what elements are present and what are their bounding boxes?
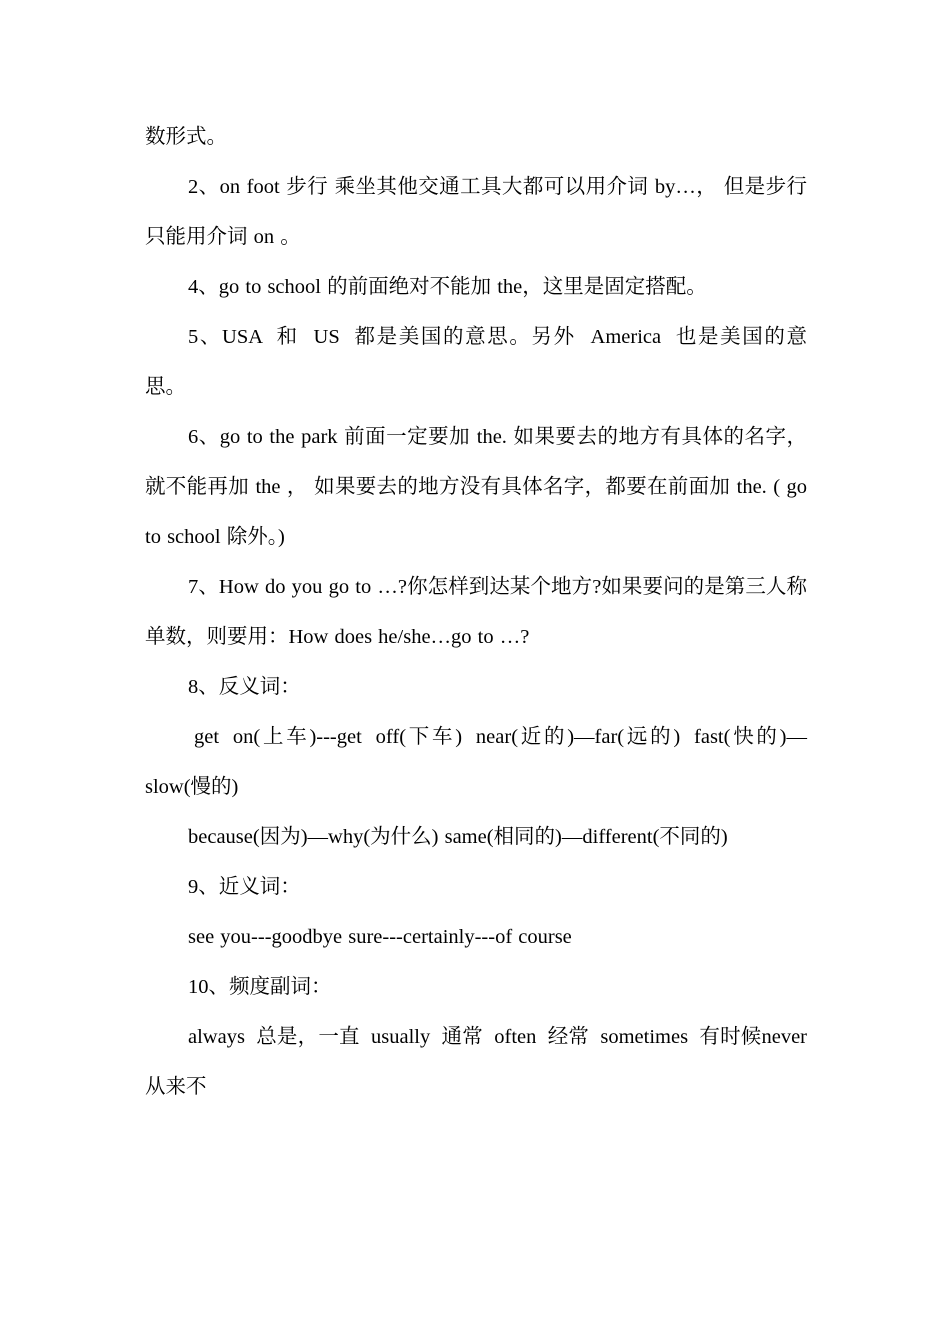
antonym-list-line-1: get on(上车)---get off(下车) near(近的)—far(远的) fast(快的)—slow(慢的) — [145, 726, 807, 798]
paragraph-item-2-on-foot: 2、on foot 步行 乘坐其他交通工具大都可以用介词 by…， 但是步行只能用介词 on 。 — [145, 176, 807, 248]
antonym-list-line-2: because(因为)—why(为什么) same(相同的)—different(不同的) — [188, 826, 728, 848]
section-heading-synonyms: 9、近义词： — [188, 876, 301, 898]
paragraph-item-7-how-do-you-go: 7、How do you go to …?你怎样到达某个地方?如果要问的是第三人称单数，则要用：How does he/she…go to …? — [145, 576, 807, 648]
section-heading-frequency-adverbs: 10、频度副词： — [188, 976, 332, 998]
section-heading-antonyms: 8、反义词： — [188, 676, 301, 698]
synonym-list: see you---goodbye sure---certainly---of course — [188, 926, 572, 948]
paragraph-item-6-go-to-the-park: 6、go to the park 前面一定要加 the. 如果要去的地方有具体的名字，就不能再加 the ， 如果要去的地方没有具体名字，都要在前面加 the. ( go to school 除外。) — [145, 426, 807, 548]
paragraph-item-5-usa: 5、USA 和 US 都是美国的意思。另外 America 也是美国的意思。 — [145, 326, 807, 398]
document-body — [145, 112, 807, 1112]
frequency-adverb-list: always 总是，一直 usually 通常 often 经常 sometimes 有时候never 从来不 — [145, 1026, 807, 1098]
paragraph-continuation: 数形式。 — [145, 126, 227, 148]
paragraph-item-4-go-to-school: 4、go to school 的前面绝对不能加 the，这里是固定搭配。 — [188, 276, 707, 298]
